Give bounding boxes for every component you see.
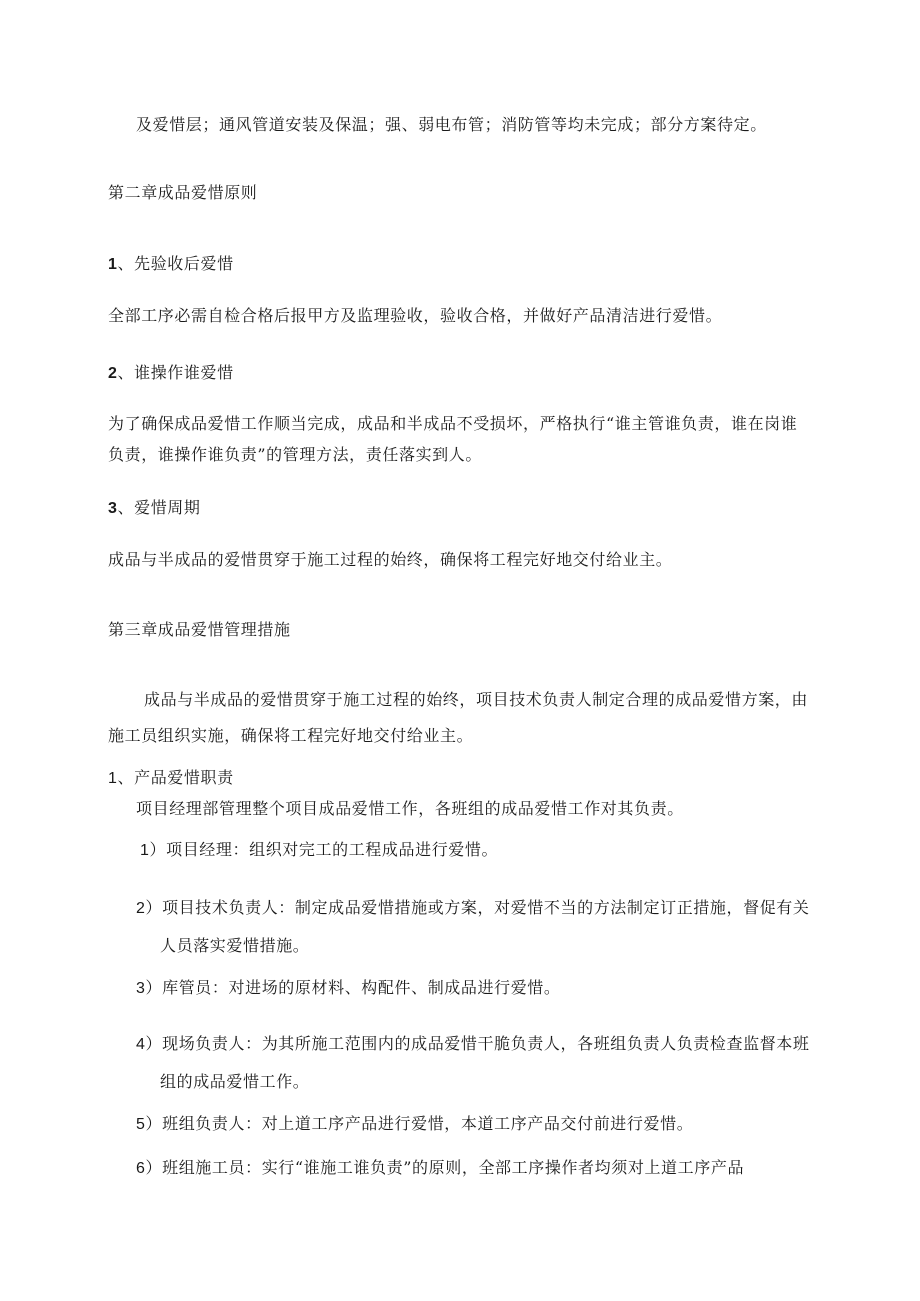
list-item [140, 840, 498, 861]
paragraph-line: 成品与半成品的爱惜贯穿于施工过程的始终，确保将工程完好地交付给业主。 [108, 550, 673, 569]
section-heading [108, 254, 234, 275]
list-item-number: 5 [136, 1116, 146, 1133]
paragraph-line: 及爱惜层；通风管道安装及保温；强、弱电布管；消防管等均未完成；部分方案待定。 [136, 115, 767, 134]
list-item [136, 1034, 810, 1055]
section-number: 1 [108, 256, 118, 273]
list-item-number: 3 [136, 980, 146, 997]
section-heading [108, 498, 201, 519]
subsection-heading [108, 768, 234, 789]
chapter-heading: 第二章成品爱惜原则 [108, 183, 258, 202]
list-item [136, 1158, 744, 1179]
paragraph-line: 成品与半成品的爱惜贯穿于施工过程的始终，项目技术负责人制定合理的成品爱惜方案，由 [144, 690, 809, 709]
list-item-text: ）现场负责人：为其所施工范围内的成品爱惜干脆负责人，各班组负责人负责检查监督本班 [145, 1034, 810, 1053]
list-item-continuation: 人员落实爱惜措施。 [160, 936, 310, 955]
section-title: 、谁操作谁爱惜 [117, 363, 234, 382]
paragraph-line: 全部工序必需自检合格后报甲方及监理验收，验收合格，并做好产品清洁进行爱惜。 [108, 306, 723, 325]
chapter-heading: 第三章成品爱惜管理措施 [108, 620, 291, 639]
list-item-continuation: 组的成品爱惜工作。 [160, 1072, 310, 1091]
paragraph-line: 项目经理部管理整个项目成品爱惜工作，各班组的成品爱惜工作对其负责。 [136, 799, 684, 818]
list-item [136, 1114, 693, 1135]
list-item [136, 978, 561, 999]
subsection-title: 、产品爱惜职责 [117, 768, 234, 787]
list-item-text: ）库管员：对进场的原材料、构配件、制成品进行爱惜。 [145, 978, 561, 997]
section-number: 2 [108, 365, 118, 382]
list-item-text: ）班组施工员：实行“谁施工谁负责”的原则，全部工序操作者均须对上道工序产品 [145, 1158, 745, 1177]
list-item-text: ）班组负责人：对上道工序产品进行爱惜，本道工序产品交付前进行爱惜。 [145, 1114, 694, 1133]
paragraph-line: 负责，谁操作谁负责”的管理方法，责任落实到人。 [108, 445, 482, 464]
list-item-number: 6 [136, 1160, 146, 1177]
list-item-text: ）项目技术负责人：制定成品爱惜措施或方案，对爱惜不当的方法制定订正措施，督促有关 [145, 898, 810, 917]
list-item-text: ）项目经理：组织对完工的工程成品进行爱惜。 [149, 840, 499, 859]
paragraph-line: 为了确保成品爱惜工作顺当完成，成品和半成品不受损坏，严格执行“谁主管谁负责，谁在岗谁 [108, 414, 798, 433]
section-heading [108, 363, 234, 384]
section-title: 、先验收后爱惜 [117, 254, 234, 273]
list-item-number: 2 [136, 900, 146, 917]
list-item [136, 898, 810, 919]
section-number: 3 [108, 500, 118, 517]
paragraph-line: 施工员组织实施，确保将工程完好地交付给业主。 [108, 726, 474, 745]
list-item-number: 1 [140, 842, 150, 859]
section-title: 、爱惜周期 [117, 498, 201, 517]
list-item-number: 4 [136, 1036, 146, 1053]
subsection-number: 1 [108, 770, 118, 787]
